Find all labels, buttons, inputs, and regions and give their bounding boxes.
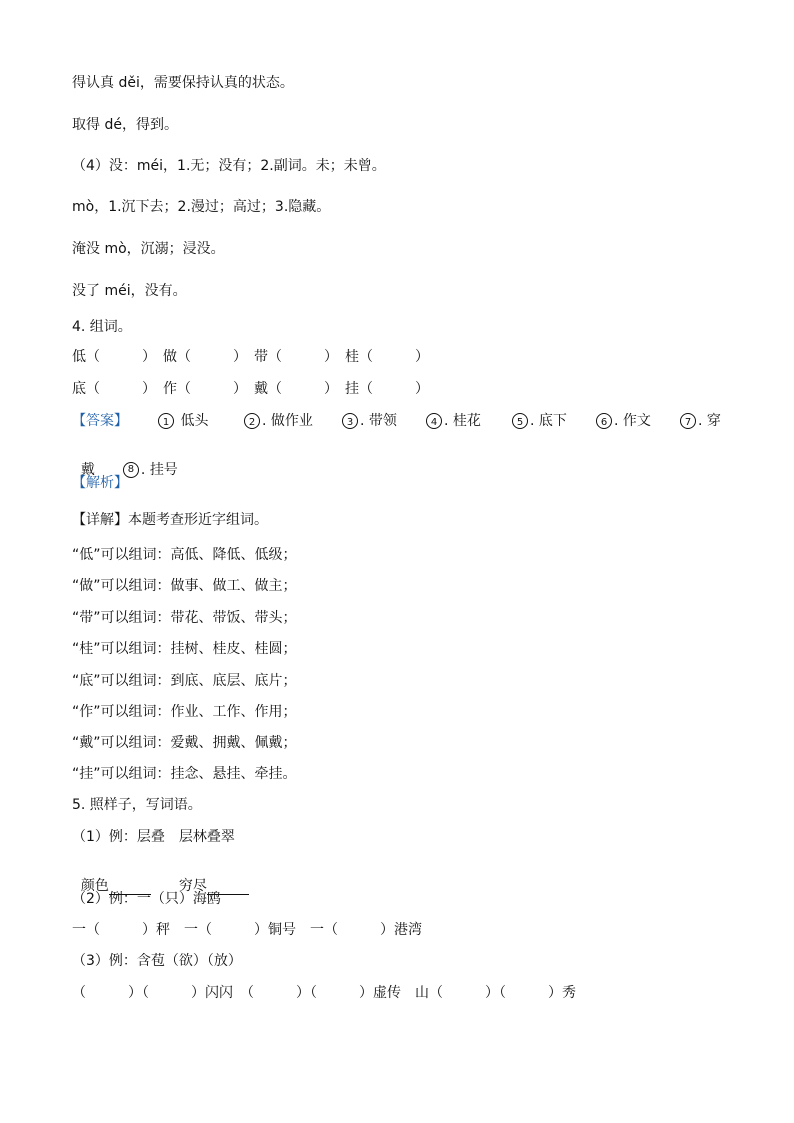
answer-text: 戴 (80, 462, 95, 478)
answer-item: 7 . 穿 (680, 412, 721, 430)
analysis-detail: 【详解】本题考查形近字组词。 (72, 512, 268, 528)
circled-number: 2 (244, 413, 260, 429)
text-line: 没了 méi，没有。 (72, 283, 187, 299)
answer-text: 做作业 (270, 413, 313, 429)
word-prompt: 颜色 (80, 878, 109, 894)
example-line: （3）例：含苞（欲）（放） (72, 953, 242, 969)
answer-text: 挂号 (149, 462, 178, 478)
answer-item: 4 . 桂花 (426, 412, 481, 430)
answer-item: 3 . 带领 (342, 412, 397, 430)
analysis-item: “作”可以组词：作业、工作、作用； (72, 704, 297, 720)
example-line: （2）例：一（只）海鸥 (72, 891, 221, 907)
analysis-item: “低”可以组词：高低、降低、低级； (72, 547, 297, 563)
answer-tag: 【答案】 (72, 413, 128, 429)
text-line: 得认真 děi，需要保持认真的状态。 (72, 75, 294, 91)
answer-text: 带领 (368, 413, 397, 429)
analysis-item: “挂”可以组词：挂念、悬挂、牵挂。 (72, 766, 297, 782)
answer-item: 5 . 底下 (512, 412, 567, 430)
answer-item: 6 . 作文 (596, 412, 651, 430)
text-line: 淹没 mò，沉溺；浸没。 (72, 241, 225, 257)
text-line: mò，1.沉下去；2.漫过；高过；3.隐藏。 (72, 199, 331, 215)
text-line: 底（ ） 作（ ） 戴（ ） 挂（ ） (72, 381, 429, 397)
circled-number: 6 (596, 413, 612, 429)
text-line: 低（ ） 做（ ） 带（ ） 桂（ ） (72, 349, 429, 365)
example-line: （1）例：层叠 层林叠翠 (72, 829, 235, 845)
answer-text: 桂花 (452, 413, 481, 429)
text-line: （4）没：méi，1.无；没有；2.副词。未；未曾。 (72, 158, 386, 174)
analysis-item: “桂”可以组词：挂树、桂皮、桂圆； (72, 641, 297, 657)
circled-number: 8 (123, 462, 139, 478)
analysis-item: “带”可以组词：带花、带饭、带头； (72, 610, 297, 626)
answer-item (158, 412, 208, 430)
analysis-tag: 【解析】 (72, 475, 128, 491)
answer-text: 低头 (180, 413, 209, 429)
fill-line: （ ）（ ）闪闪 （ ）（ ）虚传 山（ ）（ ）秀 (72, 985, 576, 1001)
analysis-item: “底”可以组词：到底、底层、底片； (72, 673, 297, 689)
circled-number: 3 (342, 413, 358, 429)
answer-text: 底下 (538, 413, 567, 429)
question-title: 4. 组词。 (72, 319, 132, 335)
answer-text: 作文 (622, 413, 651, 429)
answer-item: 2 . 做作业 (244, 412, 313, 430)
circled-number: 7 (680, 413, 696, 429)
word-prompt: 穷尽 (178, 878, 207, 894)
circled-number: 5 (512, 413, 528, 429)
answer-continued: 戴 8 . 挂号 (80, 462, 178, 478)
question-title: 5. 照样子，写词语。 (72, 797, 202, 813)
answer-text: 穿 (706, 413, 721, 429)
text-line: 取得 dé，得到。 (72, 117, 178, 133)
circled-number: 4 (426, 413, 442, 429)
circled-number: 1 (158, 413, 174, 429)
analysis-item: “戴”可以组词：爱戴、拥戴、佩戴； (72, 735, 297, 751)
answer-row (72, 412, 732, 430)
fill-line: 一（ ）秤 一（ ）铜号 一（ ）港湾 (72, 922, 422, 938)
analysis-item: “做”可以组词：做事、做工、做主； (72, 578, 297, 594)
